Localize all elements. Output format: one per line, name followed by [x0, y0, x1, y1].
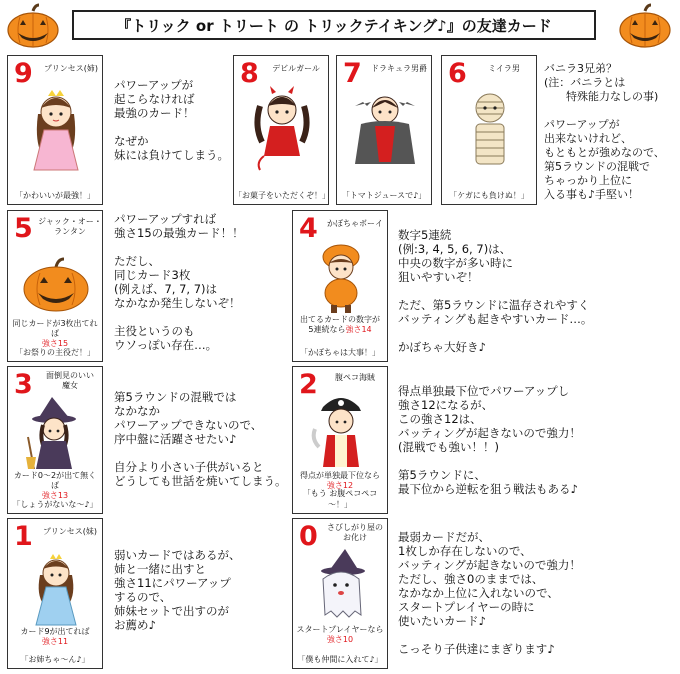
- card-4-description: 数字5連続 (例:3, 4, 5, 6, 7)は、 中央の数字が多い時に 狙いやすいぞ！ ただ、第5ラウンドに温存されやすく バッティングも起きやすいカード…。 かぼちゃ大好き♪: [398, 228, 593, 354]
- card-2-description: 得点単独最下位でパワーアップし 強さ12になるが、 この強さ12は、 バッティングが起きないので強力！ (混戦でも強い！！) 第5ラウンドに、 最下位から逆転を狙う戦法もある♪: [398, 384, 581, 496]
- card-name: ジャック・オー・ ランタン: [38, 217, 102, 236]
- condition-text: カード9が出てれば: [20, 627, 90, 636]
- card-5-description: パワーアップすれば 強さ15の最強カード！！ ただし、 同じカード3枚 (例えば、7, 7, 7)は なかなか発生しないぞ！ 主役というのも ウソっぽい存在…。: [114, 212, 244, 352]
- card-3-description: 第5ラウンドの混戦では なかなか パワーアップできないので、 序中盤に活躍させたい♪ 自分より小さい子供がいると どうしても世話を焼いてしまう。: [114, 390, 287, 488]
- card-caption: 「お姉ちゃ～ん♪」: [20, 655, 90, 664]
- card-condition: [10, 319, 100, 349]
- card-4: [292, 210, 388, 362]
- card-number: 5: [14, 213, 33, 244]
- card-name: デビルガール: [272, 64, 320, 73]
- princess-elder-illustration: [30, 84, 82, 174]
- card-6: [441, 55, 537, 205]
- condition-text: 同じカードが3枚出てれば: [12, 319, 98, 338]
- card-condition: [295, 625, 385, 645]
- strength-text: 強さ15: [41, 339, 69, 348]
- ghost-illustration: [311, 549, 371, 623]
- condition-text: カード0～2が出て無くば: [13, 471, 97, 490]
- dracula-illustration: [353, 84, 417, 174]
- condition-text: 出てるカードの数字が 5連続なら: [300, 315, 380, 334]
- witch-illustration: [22, 397, 88, 471]
- card-caption: 「僕も仲間に入れて♪」: [297, 655, 383, 664]
- card-name: 腹ペコ海賊: [335, 373, 375, 382]
- princess-younger-illustration: [32, 549, 80, 627]
- card-caption: 「かわいいが最強！」: [15, 191, 95, 200]
- condition-text: 得点が単独最下位なら: [300, 471, 380, 480]
- jack-o-lantern-illustration: [22, 257, 90, 313]
- card-number: 3: [14, 369, 33, 400]
- strength-text: 強さ13: [41, 491, 69, 500]
- card-2: [292, 366, 388, 514]
- card-caption: 「トマトジュースで♪」: [341, 191, 427, 200]
- card-9: [7, 55, 103, 205]
- card-3: [7, 366, 103, 514]
- card-caption: 「お菓子をいただくぞ！」: [234, 191, 330, 200]
- card-number: 2: [299, 369, 318, 400]
- card-0: [292, 518, 388, 669]
- card-condition: [10, 627, 100, 647]
- devil-girl-illustration: [254, 84, 310, 174]
- card-8: [233, 55, 329, 205]
- card-condition: [295, 315, 385, 335]
- card-caption: 「お祭りの主役だ！」: [15, 348, 95, 357]
- condition-text: スタートプレイヤーなら: [296, 625, 384, 634]
- card-number: 9: [14, 58, 33, 89]
- card-7: [336, 55, 432, 205]
- card-number: 7: [343, 58, 362, 89]
- card-name: かぼちゃボーイ: [327, 219, 383, 228]
- card-number: 1: [14, 521, 33, 552]
- card-caption: 「ケガにも負けぬ！」: [449, 191, 529, 200]
- card-5: [7, 210, 103, 362]
- card-caption: 「しょうがないな～♪」: [12, 500, 98, 509]
- pumpkin-boy-illustration: [317, 239, 365, 313]
- cards-876-description: バニラ3兄弟？ (注：バニラとは 特殊能力なしの事) パワーアップが 出来ないけれど、 もともとが強めなので、 第5ラウンドの混戦で ちゃっかり上位に 入る事も♪手堅い！: [544, 62, 665, 201]
- card-caption: 「かぼちゃは大事！」: [300, 348, 380, 357]
- pumpkin-icon: [618, 3, 672, 49]
- strength-text: 強さ11: [41, 637, 69, 646]
- strength-text: 強さ10: [326, 635, 354, 644]
- card-1-description: 弱いカードではあるが、 姉と一緒に出すと 強さ11にパワーアップ するので、 姉妹セットで出すのが お薦め♪: [114, 548, 241, 632]
- card-number: 4: [299, 213, 318, 244]
- strength-text: 強さ14: [345, 325, 372, 334]
- card-number: 6: [448, 58, 467, 89]
- card-9-description: パワーアップが 起こらなければ 最強のカード！ なぜか 妹には負けてしまう。: [114, 78, 229, 162]
- card-1: [7, 518, 103, 669]
- card-name: プリンセス(姉): [44, 64, 98, 73]
- card-name: ミイラ男: [488, 64, 520, 73]
- card-caption: 「もう お腹ペコペコ～！」: [302, 489, 378, 509]
- card-name: ドラキュラ男爵: [371, 64, 427, 73]
- card-number: 8: [240, 58, 259, 89]
- card-name: プリンセス(妹): [43, 527, 97, 536]
- page-title: 『トリック or トリート の トリックテイキング♪』の友達カード: [72, 10, 596, 40]
- pirate-illustration: [309, 389, 373, 471]
- card-condition: [10, 471, 100, 501]
- strength-text: 強さ12: [326, 481, 354, 490]
- card-number: 0: [299, 521, 318, 552]
- card-name: 面倒見のいい 魔女: [46, 371, 94, 390]
- card-name: さびしがり屋の お化け: [327, 523, 383, 542]
- card-0-description: 最弱カードだが、 1枚しか存在しないので、 バッティングが起きないので強力！ ただし、強さ0のままでは、 なかなか上位に入れないので、 スタートプレイヤーの時に 使いたいカード♪ こっそり子供達にまぎります♪: [398, 530, 581, 656]
- mummy-illustration: [466, 84, 514, 174]
- pumpkin-icon: [6, 3, 60, 49]
